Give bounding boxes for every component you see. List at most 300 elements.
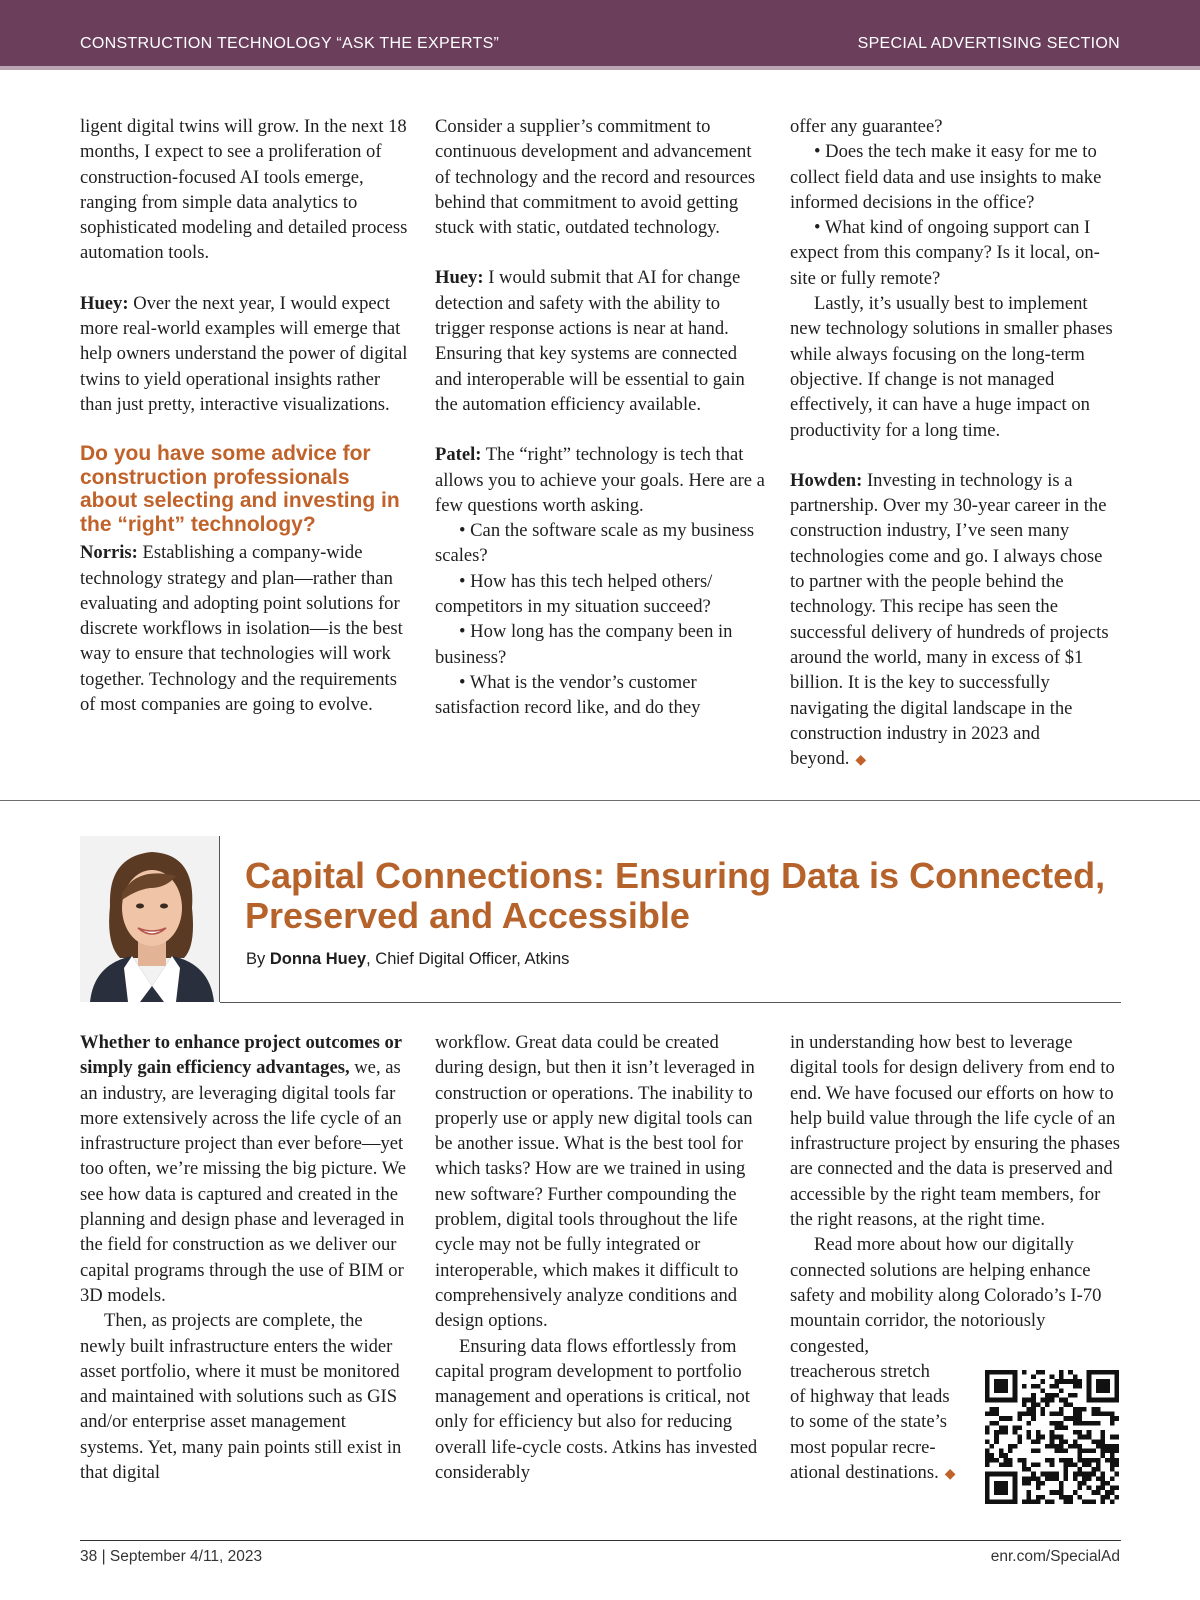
qr-module bbox=[1045, 1476, 1050, 1481]
paragraph bbox=[80, 1030, 410, 1308]
qr-module bbox=[1036, 1499, 1041, 1504]
qr-module bbox=[1096, 1398, 1101, 1403]
qr-module bbox=[1073, 1416, 1078, 1421]
qr-module bbox=[1064, 1402, 1069, 1407]
qr-module bbox=[1040, 1407, 1045, 1412]
qr-module bbox=[990, 1421, 995, 1426]
qr-module bbox=[1054, 1435, 1059, 1440]
qr-module bbox=[1064, 1416, 1069, 1421]
qr-module bbox=[1110, 1476, 1115, 1481]
speaker-name: Howden: bbox=[790, 469, 863, 491]
qr-module bbox=[1087, 1458, 1092, 1463]
qr-module bbox=[1101, 1398, 1106, 1403]
qr-module bbox=[1013, 1495, 1018, 1500]
qr-module bbox=[1087, 1449, 1092, 1454]
qr-module bbox=[1054, 1379, 1059, 1384]
qr-module bbox=[990, 1398, 995, 1403]
paragraph: Read more about how our digitally connected solutions are helping enhance safety and mobility along Colorado’s I-70 mountain corridor, the notoriously congested, bbox=[790, 1234, 1102, 1357]
speaker-name: Huey: bbox=[435, 267, 484, 289]
qr-module bbox=[1091, 1472, 1096, 1477]
qr-module bbox=[999, 1379, 1004, 1384]
qr-module bbox=[999, 1416, 1004, 1421]
qr-module bbox=[1036, 1439, 1041, 1444]
qr-module bbox=[1101, 1430, 1106, 1435]
qr-module bbox=[1082, 1462, 1087, 1467]
header-horizontal-rule bbox=[220, 1002, 1121, 1003]
qr-module bbox=[1013, 1476, 1018, 1481]
qr-module bbox=[1091, 1458, 1096, 1463]
qr-module bbox=[1091, 1499, 1096, 1504]
qr-module bbox=[1059, 1425, 1064, 1430]
qr-module bbox=[1087, 1476, 1092, 1481]
qr-module bbox=[1101, 1388, 1106, 1393]
qr-module bbox=[1031, 1462, 1036, 1467]
qr-module bbox=[1077, 1416, 1082, 1421]
qr-module bbox=[1110, 1416, 1115, 1421]
qr-module bbox=[1059, 1388, 1064, 1393]
qr-module bbox=[1064, 1458, 1069, 1463]
qr-module bbox=[1110, 1462, 1115, 1467]
qr-code-icon[interactable] bbox=[985, 1370, 1119, 1504]
qr-module bbox=[994, 1486, 999, 1491]
qr-module bbox=[1054, 1421, 1059, 1426]
byline bbox=[246, 950, 569, 969]
qr-module bbox=[1064, 1472, 1069, 1477]
qr-module bbox=[1059, 1439, 1064, 1444]
qr-module bbox=[1110, 1499, 1115, 1504]
qr-module bbox=[1068, 1495, 1073, 1500]
qr-module bbox=[1013, 1379, 1018, 1384]
qr-module bbox=[1008, 1462, 1013, 1467]
qr-module bbox=[985, 1453, 990, 1458]
qr-module bbox=[1068, 1402, 1073, 1407]
qr-module bbox=[985, 1449, 990, 1454]
top-column-2 bbox=[435, 114, 765, 721]
qr-module bbox=[1068, 1393, 1073, 1398]
qr-module bbox=[1054, 1412, 1059, 1417]
qr-module bbox=[1040, 1495, 1045, 1500]
qr-module bbox=[1082, 1435, 1087, 1440]
qr-module bbox=[990, 1458, 995, 1463]
qr-module bbox=[994, 1379, 999, 1384]
qr-module bbox=[1003, 1458, 1008, 1463]
qr-module bbox=[1096, 1444, 1101, 1449]
qr-module bbox=[1077, 1421, 1082, 1426]
paragraph: Lastly, it’s usually best to implement new technology solutions in smaller phases while always focusing on the long-term objective. If change is not managed effectively, it can have a huge impact on productivity for a long time. bbox=[790, 293, 1113, 441]
paragraph bbox=[790, 468, 1120, 774]
qr-module bbox=[1110, 1370, 1115, 1375]
qr-module bbox=[1022, 1499, 1027, 1504]
qr-module bbox=[1073, 1476, 1078, 1481]
qr-module bbox=[985, 1495, 990, 1500]
footer-page-info bbox=[80, 1548, 262, 1566]
qr-module bbox=[1077, 1379, 1082, 1384]
qr-module bbox=[1003, 1453, 1008, 1458]
qr-module bbox=[1096, 1486, 1101, 1491]
paragraph-line: of highway that leads bbox=[790, 1386, 950, 1408]
footer-url[interactable]: enr.com/SpecialAd bbox=[990, 1548, 1120, 1565]
qr-module bbox=[1101, 1435, 1106, 1440]
qr-module bbox=[1105, 1388, 1110, 1393]
qr-module bbox=[1050, 1398, 1055, 1403]
qr-module bbox=[1036, 1430, 1041, 1435]
qr-module bbox=[1114, 1472, 1119, 1477]
qr-module bbox=[1064, 1439, 1069, 1444]
qr-module bbox=[1101, 1444, 1106, 1449]
qr-module bbox=[1101, 1472, 1106, 1477]
bullet-item: • What kind of ongoing support can I expect from this company? Is it local, on-site or fully remote? bbox=[790, 217, 1100, 289]
qr-module bbox=[985, 1384, 990, 1389]
qr-module bbox=[1003, 1379, 1008, 1384]
qr-module bbox=[1031, 1416, 1036, 1421]
qr-module bbox=[1017, 1412, 1022, 1417]
qr-module bbox=[985, 1462, 990, 1467]
qr-module bbox=[1050, 1435, 1055, 1440]
qr-module bbox=[1091, 1370, 1096, 1375]
qr-module bbox=[1003, 1416, 1008, 1421]
paragraph: Consider a supplier’s commitment to continuous development and advancement of technology and the record and resources behind that commitment to avoid getting stuck with static, outdated technology. bbox=[435, 116, 756, 239]
qr-module bbox=[1027, 1430, 1032, 1435]
qr-module bbox=[1101, 1486, 1106, 1491]
qr-module bbox=[1064, 1495, 1069, 1500]
qr-module bbox=[1059, 1375, 1064, 1380]
qr-module bbox=[1036, 1384, 1041, 1389]
qr-module bbox=[1031, 1384, 1036, 1389]
author-portrait bbox=[80, 836, 220, 1002]
qr-module bbox=[1096, 1407, 1101, 1412]
qr-module bbox=[1082, 1499, 1087, 1504]
qr-module bbox=[1031, 1407, 1036, 1412]
qr-module bbox=[985, 1398, 990, 1403]
qr-module bbox=[999, 1370, 1004, 1375]
qr-module bbox=[985, 1412, 990, 1417]
paragraph: Ensuring data flows effortlessly from capital program development to portfolio management and operations is critical, not only for efficiency but also for reducing overall life-cycle costs. Atkins has invested considerably bbox=[435, 1335, 758, 1484]
qr-module bbox=[1022, 1384, 1027, 1389]
paragraph-line: treacherous stretch bbox=[790, 1360, 930, 1382]
qr-module bbox=[1059, 1458, 1064, 1463]
qr-module bbox=[1027, 1499, 1032, 1504]
qr-module bbox=[1087, 1375, 1092, 1380]
qr-module bbox=[1110, 1486, 1115, 1491]
qr-module bbox=[1096, 1462, 1101, 1467]
qr-module bbox=[990, 1444, 995, 1449]
qr-module bbox=[1059, 1495, 1064, 1500]
top-column-3 bbox=[790, 114, 1120, 773]
qr-module bbox=[985, 1476, 990, 1481]
qr-module bbox=[1082, 1472, 1087, 1477]
top-column-1 bbox=[80, 114, 410, 717]
qr-module bbox=[1036, 1449, 1041, 1454]
qr-module bbox=[1096, 1379, 1101, 1384]
qr-module bbox=[1077, 1444, 1082, 1449]
qr-module bbox=[1003, 1398, 1008, 1403]
qr-module bbox=[1022, 1412, 1027, 1417]
qr-module bbox=[1027, 1495, 1032, 1500]
qr-module bbox=[1114, 1379, 1119, 1384]
qr-module bbox=[1077, 1458, 1082, 1463]
qr-module bbox=[1022, 1467, 1027, 1472]
qr-module bbox=[994, 1490, 999, 1495]
qr-module bbox=[1050, 1444, 1055, 1449]
qr-module bbox=[1087, 1499, 1092, 1504]
qr-module bbox=[1008, 1416, 1013, 1421]
qr-module bbox=[1073, 1490, 1078, 1495]
qr-module bbox=[1087, 1393, 1092, 1398]
paragraph: workflow. Great data could be created during design, but then it isn’t leveraged in construction or operations. The inability to properly use or apply new digital tools can be another issue. What is the best tool for which tasks? How are we trained in using new software? Further compounding the problem, digital tools throughout the life cycle may not be fully integrated or interoperable, which makes it difficult to comprehensively analyze conditions and design options. bbox=[435, 1032, 755, 1332]
qr-module bbox=[1077, 1481, 1082, 1486]
qr-module bbox=[1110, 1398, 1115, 1403]
qr-module bbox=[1064, 1449, 1069, 1454]
qr-module bbox=[990, 1499, 995, 1504]
qr-module bbox=[1013, 1388, 1018, 1393]
qr-module bbox=[1050, 1412, 1055, 1417]
qr-module bbox=[994, 1481, 999, 1486]
qr-module bbox=[1064, 1499, 1069, 1504]
paragraph: offer any guarantee? bbox=[790, 116, 943, 137]
footer-rule bbox=[80, 1540, 1121, 1541]
qr-module bbox=[1096, 1467, 1101, 1472]
qr-module bbox=[1091, 1490, 1096, 1495]
qr-module bbox=[1059, 1379, 1064, 1384]
header-shade bbox=[0, 66, 1200, 70]
qr-module bbox=[1096, 1439, 1101, 1444]
bullet-item: • How long has the company been in business? bbox=[435, 621, 733, 668]
qr-module bbox=[1045, 1444, 1050, 1449]
qr-module bbox=[985, 1458, 990, 1463]
qr-module bbox=[1114, 1495, 1119, 1500]
qr-module bbox=[1064, 1425, 1069, 1430]
qr-module bbox=[985, 1481, 990, 1486]
qr-module bbox=[985, 1430, 990, 1435]
qr-module bbox=[1017, 1425, 1022, 1430]
paragraph-text: I would submit that AI for change detection and safety with the ability to trigger response actions is near at hand. Ensuring that key systems are connected and interoperable will be essential to gain the automation efficiency available. bbox=[435, 267, 745, 415]
qr-module bbox=[1091, 1467, 1096, 1472]
qr-module bbox=[1059, 1435, 1064, 1440]
qr-module bbox=[999, 1398, 1004, 1403]
qr-module bbox=[985, 1388, 990, 1393]
qr-module bbox=[1036, 1462, 1041, 1467]
qr-module bbox=[999, 1486, 1004, 1491]
qr-module bbox=[1054, 1393, 1059, 1398]
qr-module bbox=[1027, 1467, 1032, 1472]
paragraph-line: most popular recre- bbox=[790, 1436, 936, 1458]
qr-module bbox=[990, 1453, 995, 1458]
bullet-item: • Can the software scale as my business scales? bbox=[435, 520, 755, 567]
qr-module bbox=[1036, 1435, 1041, 1440]
qr-module bbox=[1105, 1458, 1110, 1463]
qr-module bbox=[1068, 1458, 1073, 1463]
footer-separator: | bbox=[101, 1548, 106, 1565]
qr-module bbox=[985, 1499, 990, 1504]
qr-module bbox=[1045, 1398, 1050, 1403]
qr-module bbox=[1022, 1398, 1027, 1403]
qr-module bbox=[1013, 1375, 1018, 1380]
qr-module bbox=[994, 1439, 999, 1444]
qr-module bbox=[1114, 1384, 1119, 1389]
qr-module bbox=[994, 1398, 999, 1403]
qr-module bbox=[1017, 1458, 1022, 1463]
qr-module bbox=[1013, 1384, 1018, 1389]
qr-module bbox=[1073, 1379, 1078, 1384]
qr-module bbox=[1003, 1481, 1008, 1486]
end-diamond-icon: ◆ bbox=[855, 753, 867, 769]
qr-module bbox=[985, 1486, 990, 1491]
qr-module bbox=[1031, 1472, 1036, 1477]
qr-module bbox=[994, 1370, 999, 1375]
qr-module bbox=[1105, 1412, 1110, 1417]
qr-module bbox=[1073, 1430, 1078, 1435]
qr-module bbox=[1013, 1425, 1018, 1430]
qr-module bbox=[1114, 1486, 1119, 1491]
qr-module bbox=[1050, 1499, 1055, 1504]
qr-module bbox=[1064, 1462, 1069, 1467]
qr-module bbox=[1101, 1379, 1106, 1384]
qr-module bbox=[1017, 1416, 1022, 1421]
qr-module bbox=[999, 1384, 1004, 1389]
qr-module bbox=[1077, 1467, 1082, 1472]
qr-module bbox=[1077, 1449, 1082, 1454]
qr-module bbox=[985, 1379, 990, 1384]
qr-module bbox=[1013, 1481, 1018, 1486]
qr-module bbox=[1064, 1476, 1069, 1481]
speaker-name: Huey: bbox=[80, 292, 129, 314]
qr-module bbox=[1087, 1398, 1092, 1403]
author-name: Donna Huey bbox=[269, 950, 367, 968]
qr-module bbox=[1073, 1375, 1078, 1380]
header-vertical-rule bbox=[219, 836, 220, 1002]
qr-module bbox=[1050, 1375, 1055, 1380]
qr-module bbox=[1003, 1370, 1008, 1375]
qr-module bbox=[994, 1388, 999, 1393]
qr-module bbox=[1105, 1490, 1110, 1495]
paragraph: Then, as projects are complete, the newly built infrastructure enters the wider asset portfolio, where it must be monitored and maintained with solutions such as GIS and/or enterprise asset management systems. Yet, many pain points still exist in that digital bbox=[80, 1310, 402, 1484]
qr-module bbox=[1082, 1481, 1087, 1486]
qr-module bbox=[1059, 1444, 1064, 1449]
end-diamond-icon: ◆ bbox=[944, 1467, 956, 1483]
qr-module bbox=[1059, 1412, 1064, 1417]
qr-module bbox=[1082, 1407, 1087, 1412]
paragraph bbox=[435, 265, 765, 417]
qr-module bbox=[1068, 1444, 1073, 1449]
qr-module bbox=[1101, 1412, 1106, 1417]
speaker-name: Patel: bbox=[435, 444, 482, 466]
qr-module bbox=[1017, 1439, 1022, 1444]
qr-module bbox=[1082, 1449, 1087, 1454]
qr-module bbox=[1031, 1412, 1036, 1417]
paragraph bbox=[80, 291, 410, 417]
qr-module bbox=[1110, 1421, 1115, 1426]
qr-module bbox=[1087, 1486, 1092, 1491]
qr-module bbox=[1096, 1370, 1101, 1375]
qr-module bbox=[985, 1370, 990, 1375]
qr-module bbox=[1022, 1481, 1027, 1486]
qr-module bbox=[1077, 1472, 1082, 1477]
qr-module bbox=[1054, 1449, 1059, 1454]
qr-module bbox=[999, 1449, 1004, 1454]
qr-module bbox=[1008, 1472, 1013, 1477]
qr-module bbox=[999, 1388, 1004, 1393]
qr-module bbox=[1003, 1486, 1008, 1491]
qr-module bbox=[1087, 1388, 1092, 1393]
qr-module bbox=[1068, 1379, 1073, 1384]
qr-module bbox=[1003, 1472, 1008, 1477]
paragraph bbox=[435, 442, 765, 518]
qr-module bbox=[994, 1384, 999, 1389]
qr-module bbox=[1073, 1462, 1078, 1467]
qr-module bbox=[1068, 1416, 1073, 1421]
qr-module bbox=[1031, 1476, 1036, 1481]
qr-module bbox=[1036, 1486, 1041, 1491]
qr-module bbox=[1003, 1499, 1008, 1504]
qr-module bbox=[1096, 1476, 1101, 1481]
qr-module bbox=[1022, 1476, 1027, 1481]
qr-module bbox=[1059, 1407, 1064, 1412]
qr-module bbox=[1022, 1462, 1027, 1467]
qr-module bbox=[1022, 1458, 1027, 1463]
qr-module bbox=[1050, 1430, 1055, 1435]
qr-module bbox=[1073, 1412, 1078, 1417]
qr-module bbox=[1031, 1375, 1036, 1380]
qr-module bbox=[1077, 1435, 1082, 1440]
qr-module bbox=[1101, 1449, 1106, 1454]
bullet-item: • Does the tech make it easy for me to collect field data and use insights to make informed decisions in the office? bbox=[790, 141, 1102, 213]
qr-module bbox=[1110, 1467, 1115, 1472]
qr-module bbox=[1087, 1430, 1092, 1435]
paragraph-text: Over the next year, I would expect more real-world examples will emerge that help owners understand the power of digital twins to yield operational insights rather than just pretty, interactive visualizations. bbox=[80, 292, 408, 415]
qr-module bbox=[1082, 1458, 1087, 1463]
qr-module bbox=[1050, 1476, 1055, 1481]
qr-module bbox=[1054, 1384, 1059, 1389]
qr-module bbox=[1059, 1421, 1064, 1426]
qr-module bbox=[999, 1430, 1004, 1435]
qr-module bbox=[1082, 1476, 1087, 1481]
qr-module bbox=[1087, 1421, 1092, 1426]
issue-date: September 4/11, 2023 bbox=[109, 1548, 263, 1565]
qr-module bbox=[999, 1425, 1004, 1430]
qr-module bbox=[1096, 1490, 1101, 1495]
qr-module bbox=[1110, 1444, 1115, 1449]
qr-module bbox=[1059, 1398, 1064, 1403]
qr-module bbox=[1050, 1462, 1055, 1467]
paragraph: ligent digital twins will grow. In the next 18 months, I expect to see a proliferation of construction-focused AI tools emerge, ranging from simple data analytics to sophisticated modeling and detailed process automation tools. bbox=[80, 116, 408, 264]
qr-module bbox=[994, 1430, 999, 1435]
qr-module bbox=[1045, 1402, 1050, 1407]
qr-module bbox=[1003, 1425, 1008, 1430]
qr-module bbox=[1013, 1499, 1018, 1504]
qr-module bbox=[1050, 1490, 1055, 1495]
qr-module bbox=[1082, 1421, 1087, 1426]
article-title: Capital Connections: Ensuring Data is Connected, Preserved and Accessible bbox=[245, 855, 1106, 936]
bullet-item: • How has this tech helped others/ competitors in my situation succeed? bbox=[435, 570, 713, 618]
qr-module bbox=[1105, 1379, 1110, 1384]
qr-module bbox=[1013, 1393, 1018, 1398]
qr-module bbox=[1077, 1453, 1082, 1458]
speaker-name: Norris: bbox=[80, 542, 138, 564]
qr-module bbox=[1027, 1412, 1032, 1417]
qr-module bbox=[1027, 1481, 1032, 1486]
qr-module bbox=[1114, 1375, 1119, 1380]
qr-module bbox=[1013, 1370, 1018, 1375]
qr-module bbox=[1087, 1379, 1092, 1384]
qr-module bbox=[1008, 1449, 1013, 1454]
qr-module bbox=[1110, 1449, 1115, 1454]
qr-module bbox=[1101, 1439, 1106, 1444]
qr-module bbox=[985, 1439, 990, 1444]
qr-module bbox=[1036, 1495, 1041, 1500]
qr-module bbox=[1013, 1486, 1018, 1491]
qr-module bbox=[1013, 1398, 1018, 1403]
qr-module bbox=[1096, 1421, 1101, 1426]
